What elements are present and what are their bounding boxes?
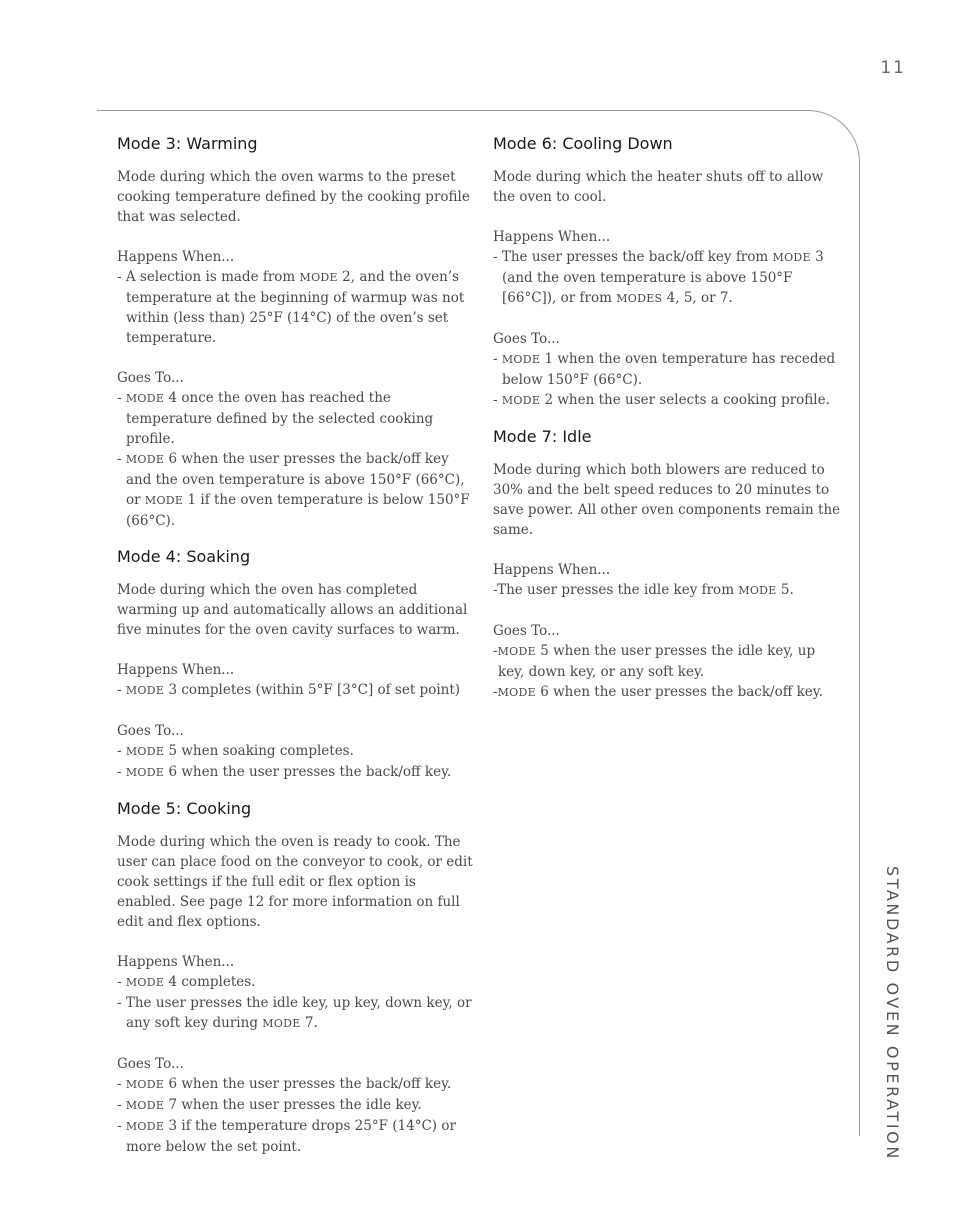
mode-3-goes-heading: Goes To... xyxy=(117,370,184,386)
mode-6-happens-heading: Happens When... xyxy=(493,229,611,245)
list-item: - MODE 3 completes (within 5°F [3°C] of set point) xyxy=(117,682,461,698)
mode-4-description: Mode during which the oven has completed warming up and automatically allows an additional five minutes for the oven cavity surfaces to warm. xyxy=(117,582,468,638)
mode-5-section xyxy=(117,796,477,1157)
mode-7-section xyxy=(493,424,843,703)
list-item: - MODE 6 when the user presses the back/off key and the oven temperature is above 150°F (66°C), or MODE 1 if the oven temperature is below 150°F (66°C). xyxy=(117,451,470,529)
mode-7-happens-list xyxy=(493,580,843,601)
mode-4-happens-heading: Happens When... xyxy=(117,662,235,678)
mode-6-description: Mode during which the heater shuts off to allow the oven to cool. xyxy=(493,169,824,205)
mode-4-title: Mode 4: Soaking xyxy=(117,547,251,566)
mode-4-goes-heading: Goes To... xyxy=(117,723,184,739)
right-column xyxy=(493,131,843,703)
mode-6-goes-list xyxy=(493,349,843,411)
mode-5-description: Mode during which the oven is ready to cook. The user can place food on the conveyor to cook, or edit cook settings if the full edit or flex option is enabled. See page 12 for more information on full edit and flex options. xyxy=(117,834,473,930)
mode-5-goes-list xyxy=(117,1074,477,1157)
list-item: - The user presses the idle key, up key, down key, or any soft key during MODE 7. xyxy=(117,995,472,1031)
list-item: - MODE 6 when the user presses the back/off key. xyxy=(117,764,452,780)
mode-3-happens-list xyxy=(117,267,477,348)
list-item: - A selection is made from MODE 2, and the oven’s temperature at the beginning of warmup was not within (less than) 25°F (14°C) of the oven’s set temperature. xyxy=(117,269,465,346)
mode-4-section xyxy=(117,544,477,783)
mode-6-title: Mode 6: Cooling Down xyxy=(493,134,673,153)
list-item: - MODE 5 when soaking completes. xyxy=(117,743,354,759)
list-item: - MODE 2 when the user selects a cooking profile. xyxy=(493,392,830,408)
list-item: - MODE 4 completes. xyxy=(117,974,256,990)
mode-7-title: Mode 7: Idle xyxy=(493,427,592,446)
mode-6-happens-list xyxy=(493,247,843,309)
page-number: 11 xyxy=(880,58,906,78)
mode-5-happens-list xyxy=(117,972,477,1034)
mode-6-goes-heading: Goes To... xyxy=(493,331,560,347)
mode-4-happens-list xyxy=(117,680,477,701)
mode-3-section xyxy=(117,131,477,531)
mode-7-goes-heading: Goes To... xyxy=(493,623,560,639)
mode-3-title: Mode 3: Warming xyxy=(117,134,258,153)
mode-7-goes-list xyxy=(493,641,843,703)
mode-7-happens-heading: Happens When... xyxy=(493,562,611,578)
list-item: - The user presses the back/off key from MODE 3 (and the oven temperature is above 150°F [66°C]), or from MODES 4, 5, or 7. xyxy=(493,249,824,306)
mode-7-description: Mode during which both blowers are reduced to 30% and the belt speed reduces to 20 minutes to save power. All other oven components remain the same. xyxy=(493,462,841,538)
mode-3-happens-heading: Happens When... xyxy=(117,249,235,265)
list-item: -MODE 5 when the user presses the idle key, up key, down key, or any soft key. xyxy=(493,643,816,680)
list-item: - MODE 1 when the oven temperature has receded below 150°F (66°C). xyxy=(493,351,836,388)
mode-6-section xyxy=(493,131,843,411)
left-column xyxy=(117,131,477,1157)
mode-3-goes-list xyxy=(117,388,477,531)
list-item: - MODE 4 once the oven has reached the temperature defined by the selected cooking profile. xyxy=(117,390,434,447)
mode-4-goes-list xyxy=(117,741,477,783)
section-side-title: STANDARD OVEN OPERATION xyxy=(883,866,902,1161)
list-item: -The user presses the idle key from MODE 5. xyxy=(493,582,794,598)
mode-5-happens-heading: Happens When... xyxy=(117,954,235,970)
mode-5-goes-heading: Goes To... xyxy=(117,1056,184,1072)
list-item: - MODE 6 when the user presses the back/off key. xyxy=(117,1076,452,1092)
list-item: - MODE 3 if the temperature drops 25°F (14°C) or more below the set point. xyxy=(117,1118,456,1155)
list-item: -MODE 6 when the user presses the back/off key. xyxy=(493,684,823,700)
list-item: - MODE 7 when the user presses the idle key. xyxy=(117,1097,422,1113)
mode-3-description: Mode during which the oven warms to the preset cooking temperature defined by the cooking profile that was selected. xyxy=(117,169,470,225)
mode-5-title: Mode 5: Cooking xyxy=(117,799,252,818)
